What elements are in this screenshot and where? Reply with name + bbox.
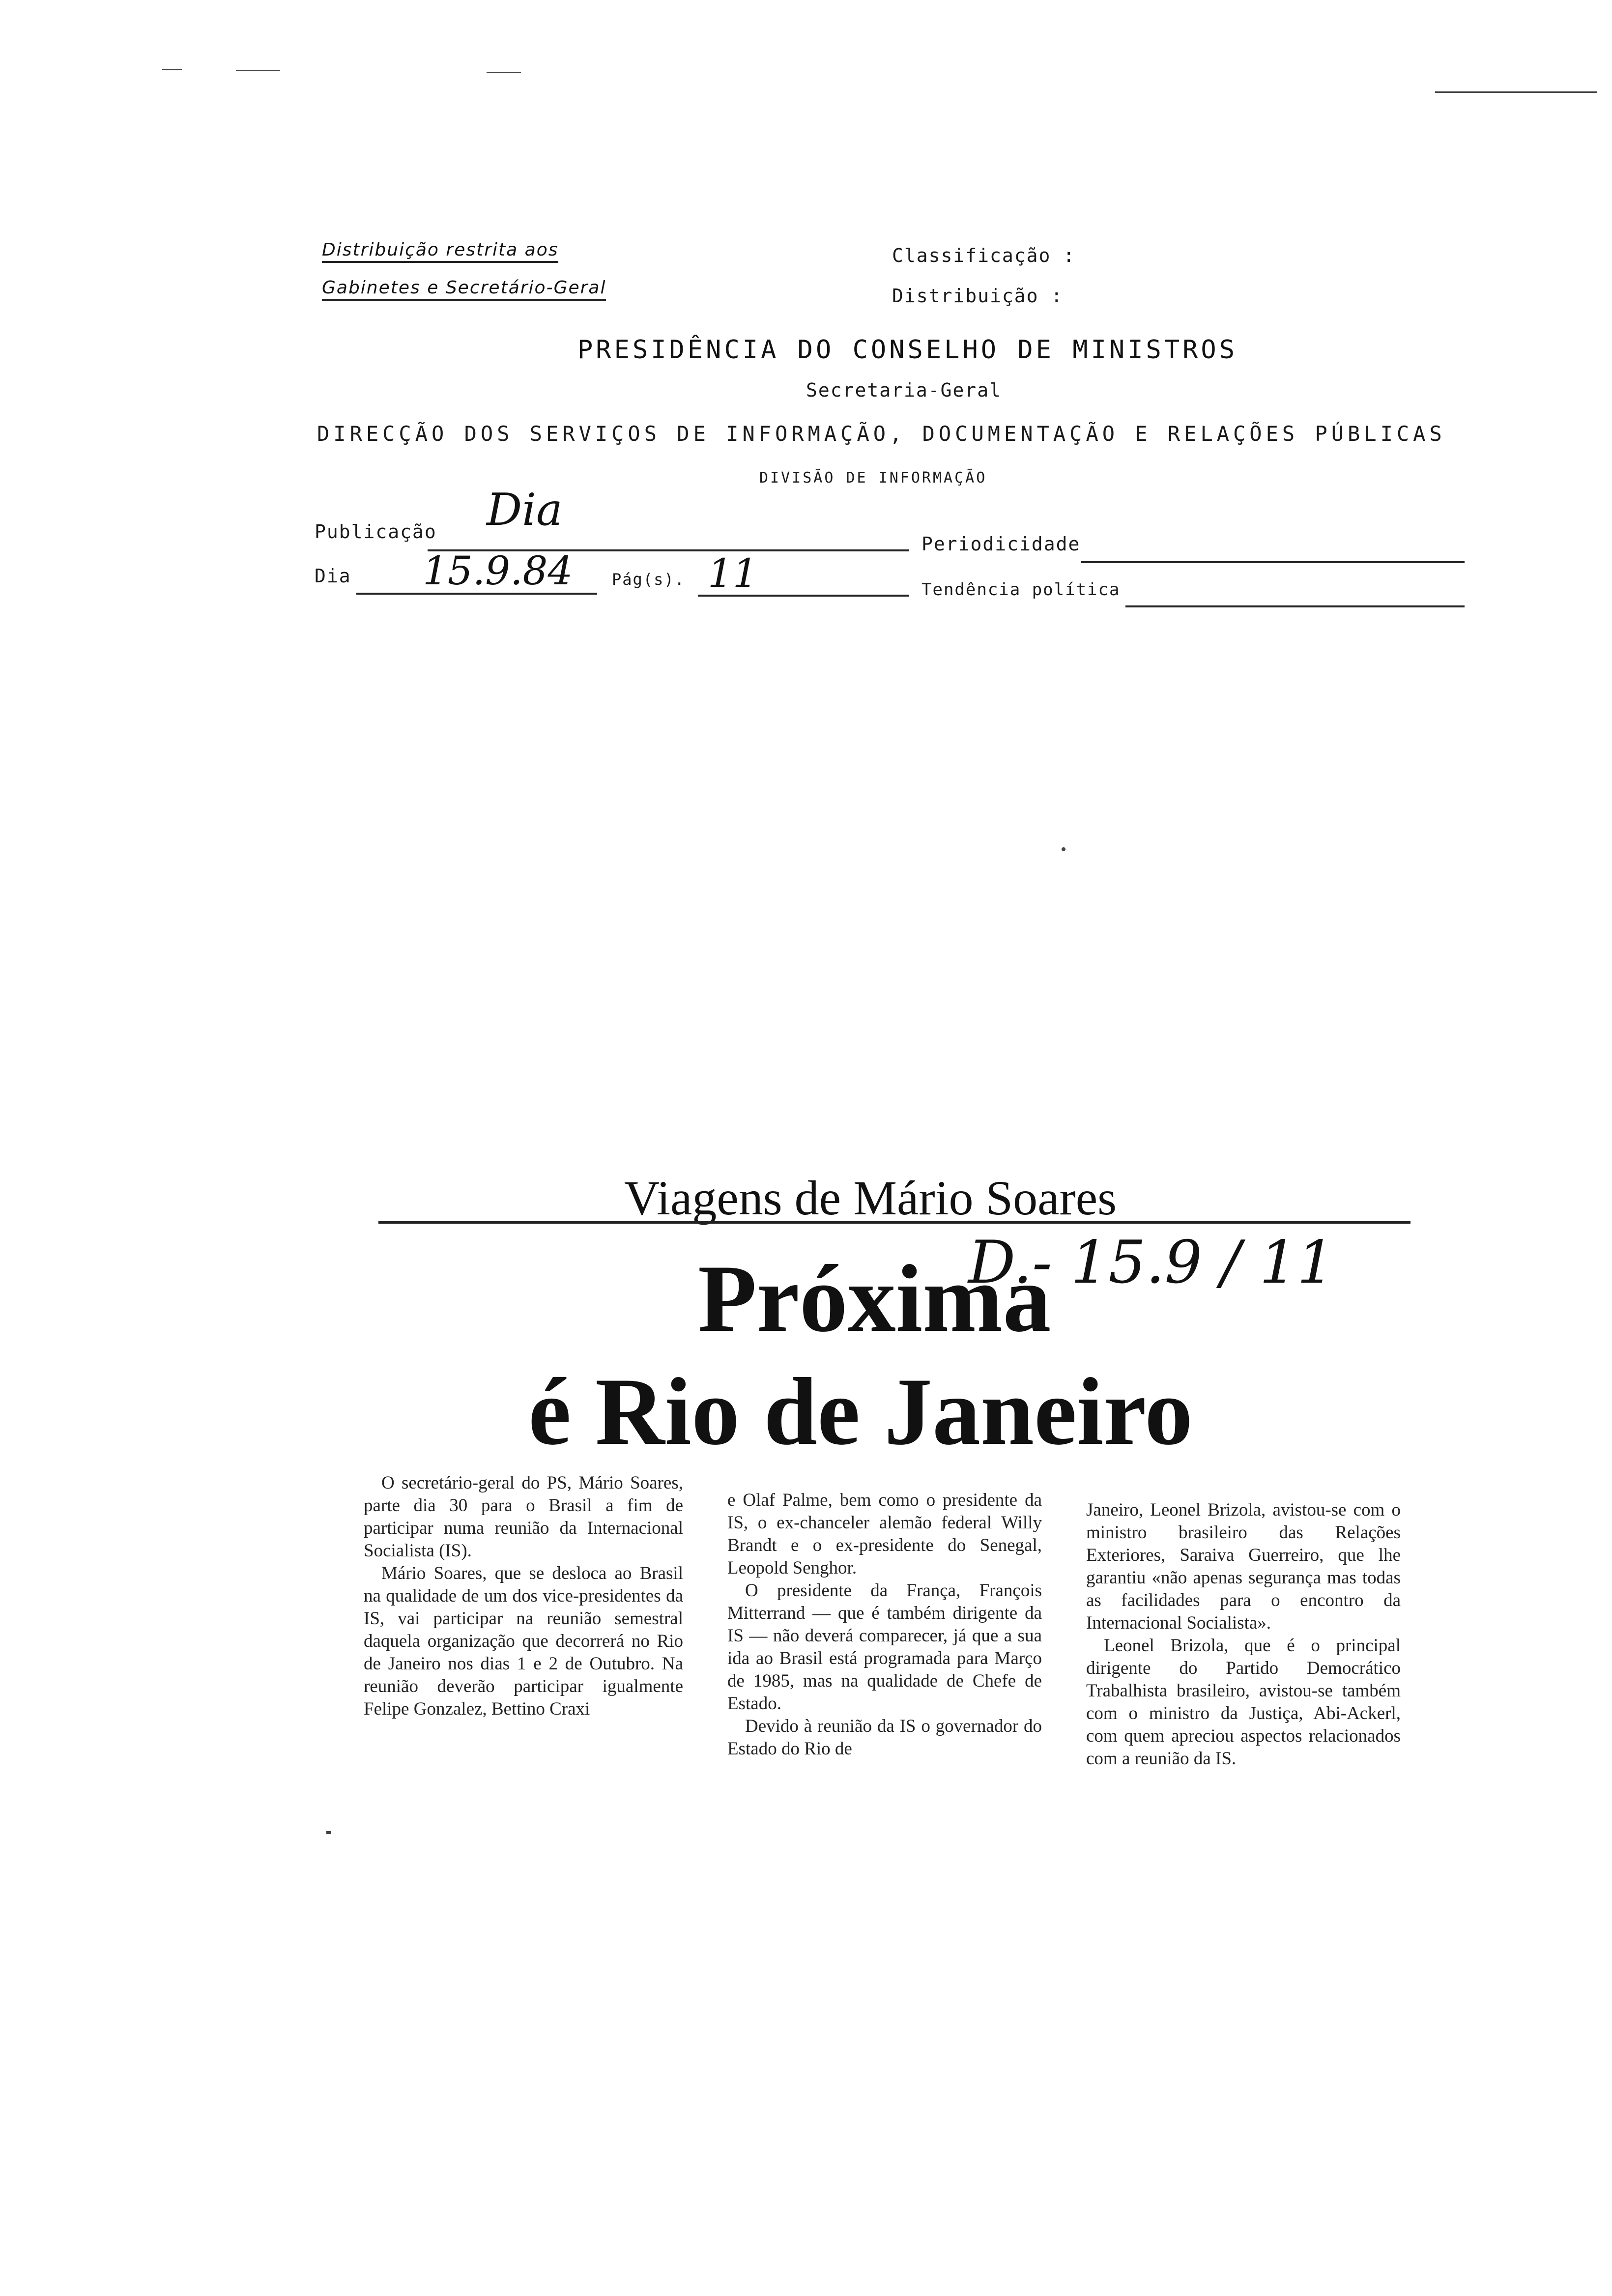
periodicidade-label: Periodicidade [921, 533, 1081, 555]
org-title: PRESIDÊNCIA DO CONSELHO DE MINISTROS [577, 335, 1238, 365]
distribution-line-1: Distribuição restrita aos [322, 240, 558, 263]
article-column-1 [364, 1472, 683, 1721]
directorate-title: DIRECÇÃO DOS SERVIÇOS DE INFORMAÇÃO, DOCUMENTAÇÃO E RELAÇÕES PÚBLICAS [317, 422, 1446, 446]
scan-speck [162, 69, 182, 70]
paragraph: Devido à reunião da IS o governador do Estado do Rio de [727, 1716, 1042, 1759]
tendencia-label: Tendência política [921, 580, 1121, 600]
article-column-2 [727, 1489, 1042, 1760]
paragraph: Janeiro, Leonel Brizola, avistou-se com o ministro brasileiro das Relações Exteriores, Saraiva Guerreiro, que lhe garantiu «não apenas segurança mas todas as facilidades para o encontro da Internacional Socialista». [1086, 1500, 1401, 1633]
dia-value: 15.9.84 [423, 548, 573, 594]
scan-speck [487, 72, 521, 73]
kicker-rule [378, 1221, 1410, 1224]
scan-speck [1062, 847, 1065, 851]
tendencia-line [1125, 605, 1465, 607]
paragraph: O secretário-geral do PS, Mário Soares, parte dia 30 para o Brasil a fim de participar numa reunião da Internacional Socialista (IS). [364, 1473, 683, 1561]
paragraph: Mário Soares, que se desloca ao Brasil na qualidade de um dos vice-presidentes da IS, vai participar na reunião semestral daquela organização que decorrerá no Rio de Janeiro nos dias 1 e 2 de Outubro. Na reunião deverão participar igualmente Felipe Gonzalez, Bettino Craxi [364, 1563, 683, 1719]
paragraph: e Olaf Palme, bem como o presidente da IS, o ex-chanceler alemão federal Willy Brandt e o ex-presidente do Senegal, Leopold Senghor. [727, 1490, 1042, 1578]
scan-speck [1435, 91, 1597, 93]
scan-speck [236, 70, 280, 71]
org-subtitle: Secretaria-Geral [806, 379, 1002, 401]
headline-line-1: Próxima [698, 1245, 1051, 1352]
division-title: DIVISÃO DE INFORMAÇÃO [759, 469, 987, 487]
dia-label: Dia [315, 565, 351, 587]
dia-line [356, 593, 597, 595]
article-column-3 [1086, 1499, 1401, 1770]
pags-line [698, 595, 909, 597]
paragraph: Leonel Brizola, que é o principal dirigente do Partido Democrático Trabalhista brasileiro, avistou-se também com o ministro da Justiça, Abi-Ackerl, com quem apreciou aspectos relacionados com a reunião da IS. [1086, 1636, 1401, 1769]
article-kicker: Viagens de Mário Soares [624, 1171, 1117, 1225]
pags-label: Pág(s). [612, 570, 685, 589]
handwritten-annotation: D.- 15.9 / 11 [968, 1229, 1335, 1297]
publicacao-value: Dia [487, 484, 563, 536]
classificacao-label: Classificação : [892, 245, 1076, 266]
publicacao-label: Publicação [315, 521, 437, 543]
distribution-line-2: Gabinetes e Secretário-Geral [322, 278, 606, 301]
paragraph: O presidente da França, François Mitterrand — que é também dirigente da IS — não deverá comparecer, já que a sua ida ao Brasil está programada para Março de 1985, mas na qualidade de Chefe de Estado. [727, 1580, 1042, 1714]
distribuicao-label: Distribuição : [892, 285, 1064, 307]
periodicidade-line [1081, 561, 1465, 563]
headline-line-2: é Rio de Janeiro [528, 1358, 1193, 1465]
pags-value: 11 [708, 550, 758, 596]
scan-speck [326, 1831, 331, 1834]
